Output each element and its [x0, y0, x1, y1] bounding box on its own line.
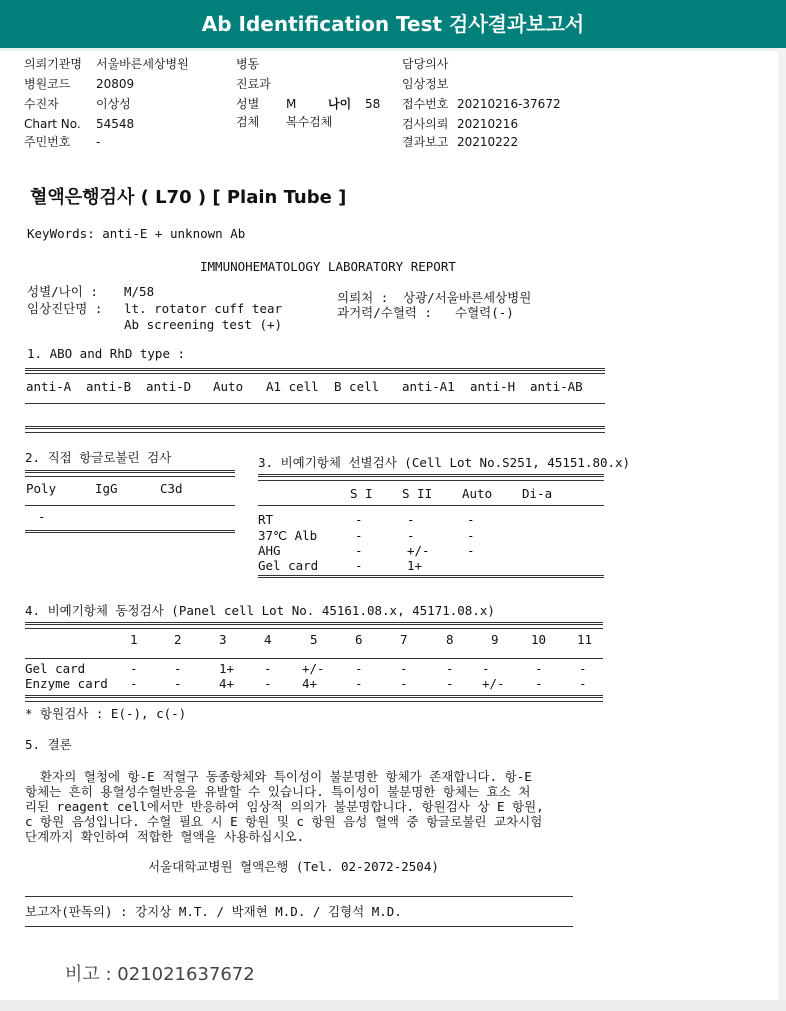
test-title: 혈액은행검사 ( L70 ) [ Plain Tube ]: [30, 187, 347, 208]
report-title: Ab Identification Test 검사결과보고서: [201, 12, 585, 36]
header-label: 병동: [236, 57, 260, 71]
remark: 비고 : 021021637672: [65, 964, 255, 985]
hospital-line: 서울대학교병원 혈액은행 (Tel. 02-2072-2504): [148, 859, 439, 874]
referral-value: 상광/서울바른세상병원: [403, 290, 532, 305]
screening-row-label: AHG: [258, 543, 281, 558]
conclusion-line: 리된 reagent cell에서만 반응하여 임상적 의의가 불분명합니다. 항원검사 상 E 항원,: [25, 799, 544, 814]
divider: [258, 474, 604, 477]
divider: [25, 505, 235, 506]
panel-cell: -: [535, 661, 543, 676]
panel-cell-number: 1: [130, 632, 138, 647]
header-label: 임상정보: [402, 77, 449, 91]
reporter-line: 보고자(판독의) : 강지상 M.T. / 박재현 M.D. / 김형석 M.D.: [25, 904, 402, 919]
panel-cell: -: [482, 661, 490, 676]
panel-cell: -: [446, 661, 454, 676]
header-value: M: [286, 97, 297, 111]
screening-column-header: S I: [350, 486, 373, 501]
panel-cell-number: 10: [531, 632, 547, 647]
panel-cell-number: 8: [446, 632, 454, 647]
panel-cell: 4+: [219, 676, 235, 691]
section4-title: 4. 비예기항체 동정검사 (Panel cell Lot No. 45161.08.x, 45171.08.x): [25, 603, 495, 618]
panel-cell: -: [355, 676, 363, 691]
antigen-note: * 항원검사 : E(-), c(-): [25, 706, 187, 721]
header-label: 진료과: [236, 77, 271, 91]
screening-cell: -: [467, 528, 475, 543]
abo-column-header: anti-A: [26, 379, 72, 394]
screening-column-header: Di-a: [522, 486, 553, 501]
lab-report-title: IMMUNOHEMATOLOGY LABORATORY REPORT: [200, 259, 456, 274]
sex-age-value: M/58: [124, 284, 155, 299]
divider: [25, 658, 603, 659]
panel-cell-number: 9: [491, 632, 499, 647]
divider: [25, 432, 605, 433]
header-label: 성별: [236, 97, 260, 111]
abo-column-header: anti-H: [470, 379, 516, 394]
sex-age-label: 성별/나이 :: [27, 284, 98, 299]
screening-cell: -: [355, 528, 363, 543]
age-label: 나이: [328, 97, 352, 111]
divider: [258, 480, 604, 481]
dat-column-header: C3d: [160, 481, 183, 496]
screening-column-header: S II: [402, 486, 433, 501]
divider: [258, 575, 604, 578]
panel-cell: -: [579, 661, 587, 676]
history-value: 수혈력(-): [455, 305, 514, 320]
page-bottom-band: [0, 1000, 786, 1011]
panel-cell: -: [446, 676, 454, 691]
section2-title: 2. 직접 항글로불린 검사: [25, 450, 172, 465]
conclusion-line: 환자의 혈청에 항-E 적혈구 동종항체와 특이성이 불분명한 항체가 존재합니다. 항-E: [25, 769, 532, 784]
header-label: 주민번호: [24, 135, 71, 149]
referral-label: 의뢰처 :: [337, 290, 389, 305]
header-label: 수진자: [24, 97, 59, 111]
header-value: 54548: [96, 117, 135, 131]
panel-row-label: Enzyme card: [25, 676, 108, 691]
panel-cell-number: 3: [219, 632, 227, 647]
abo-column-header: anti-AB: [530, 379, 583, 394]
panel-cell-number: 5: [310, 632, 318, 647]
divider: [25, 426, 605, 429]
panel-cell: -: [264, 676, 272, 691]
keywords: KeyWords: anti-E + unknown Ab: [27, 226, 246, 241]
conclusion-line: 단계까지 확인하여 적합한 혈액을 사용하십시오.: [25, 829, 305, 844]
panel-cell-number: 2: [174, 632, 182, 647]
screening-cell: -: [355, 543, 363, 558]
age-value: 58: [365, 97, 381, 111]
screening-cell: -: [407, 512, 415, 527]
panel-cell: -: [130, 676, 138, 691]
screening-row-label: 37℃ Alb: [258, 528, 318, 543]
panel-row-label: Gel card: [25, 661, 86, 676]
abo-column-header: A1 cell: [266, 379, 319, 394]
divider: [25, 470, 235, 473]
diagnosis-line2: Ab screening test (+): [124, 317, 283, 332]
header-value: 20809: [96, 77, 135, 91]
divider: [25, 926, 573, 927]
header-value: -: [96, 135, 101, 149]
header-label: 담당의사: [402, 57, 449, 71]
header-label: Chart No.: [24, 117, 81, 131]
history-label: 과거력/수혈력 :: [337, 305, 433, 320]
divider: [25, 373, 605, 374]
screening-cell: -: [407, 528, 415, 543]
panel-cell: 4+: [302, 676, 318, 691]
screening-cell: -: [355, 512, 363, 527]
header-label: 검체: [236, 115, 260, 129]
divider: [25, 403, 605, 404]
abo-column-header: Auto: [213, 379, 244, 394]
panel-cell-number: 4: [264, 632, 272, 647]
panel-cell: 1+: [219, 661, 235, 676]
divider: [25, 622, 603, 625]
header-value: 서울바른세상병원: [96, 57, 189, 71]
panel-cell: -: [174, 676, 182, 691]
panel-cell: -: [174, 661, 182, 676]
header-label: 의뢰기관명: [24, 57, 82, 71]
divider: [25, 628, 603, 629]
abo-column-header: anti-B: [86, 379, 132, 394]
panel-cell: -: [535, 676, 543, 691]
panel-cell: -: [400, 661, 408, 676]
screening-cell: -: [355, 558, 363, 573]
header-label: 검사의뢰: [402, 117, 449, 131]
scroll-gutter: [778, 48, 786, 1000]
header-label: 결과보고: [402, 135, 449, 149]
dat-column-header: IgG: [95, 481, 118, 496]
section5-title: 5. 결론: [25, 737, 72, 752]
panel-cell-number: 6: [355, 632, 363, 647]
screening-row-label: Gel card: [258, 558, 319, 573]
screening-cell: -: [467, 543, 475, 558]
header-value: 20210222: [457, 135, 519, 149]
dat-column-header: Poly: [26, 481, 57, 496]
diagnosis-line1: lt. rotator cuff tear: [124, 301, 283, 316]
panel-cell: -: [579, 676, 587, 691]
panel-cell: -: [130, 661, 138, 676]
header-label: 접수번호: [402, 97, 449, 111]
section1-title: 1. ABO and RhD type :: [27, 346, 186, 361]
header-value: 20210216-37672: [457, 97, 561, 111]
abo-column-header: anti-A1: [402, 379, 455, 394]
screening-column-header: Auto: [462, 486, 493, 501]
screening-cell: -: [467, 512, 475, 527]
header-value: 20210216: [457, 117, 519, 131]
panel-cell: -: [264, 661, 272, 676]
divider: [25, 530, 235, 533]
header-value: 이상성: [96, 97, 131, 111]
report-banner: [0, 0, 786, 51]
panel-cell: -: [400, 676, 408, 691]
dat-value: -: [38, 509, 46, 524]
screening-cell: +/-: [407, 543, 430, 558]
section3-title: 3. 비예기항체 선별검사 (Cell Lot No.S251, 45151.80.x): [258, 455, 631, 470]
panel-cell: -: [355, 661, 363, 676]
header-label: 병원코드: [24, 77, 71, 91]
divider: [25, 695, 603, 698]
divider: [258, 505, 604, 506]
screening-cell: 1+: [407, 558, 423, 573]
conclusion-line: c 항원 음성입니다. 수혈 필요 시 E 항원 및 c 항원 음성 혈액 중 항글로불린 교차시험: [25, 814, 543, 829]
conclusion-line: 항체는 흔히 용혈성수혈반응을 유발할 수 있습니다. 특이성이 불분명한 항체는 효소 처: [25, 784, 531, 799]
header-value: 복수검체: [286, 115, 333, 129]
panel-cell-number: 7: [400, 632, 408, 647]
panel-cell: +/-: [302, 661, 325, 676]
diagnosis-label: 임상진단명 :: [27, 301, 103, 316]
divider: [25, 476, 235, 477]
divider: [25, 701, 603, 702]
screening-row-label: RT: [258, 512, 274, 527]
divider: [25, 896, 573, 897]
age-field: [328, 97, 380, 111]
panel-cell: +/-: [482, 676, 505, 691]
abo-column-header: anti-D: [146, 379, 192, 394]
panel-cell-number: 11: [577, 632, 593, 647]
abo-column-header: B cell: [334, 379, 380, 394]
divider: [25, 368, 605, 371]
